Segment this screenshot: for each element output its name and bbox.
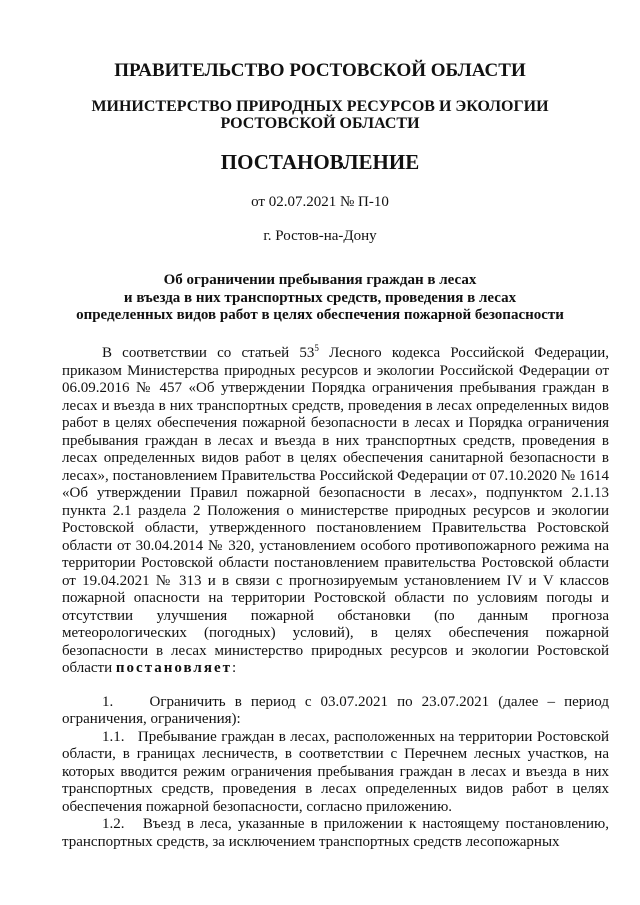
decree-word: постановляет [115, 660, 232, 676]
preamble-end: : [232, 660, 237, 676]
item-1-1: 1.1. Пребывание граждан в лесах, расположенных на территории Ростовской области, в границах лесничеств, в соответствии с Перечнем лесных участков, на которых вводится режим ограничения пребывания граждан в лесах и въезда в них транспортных средств, проведения в лесах определенных видов работ в целях обеспечения пожарной безопасности, согласно приложению. [62, 728, 609, 815]
document-body [62, 345, 609, 851]
city: г. Ростов-на-Дону [263, 228, 377, 244]
preamble-start: В соответствии со статьей 53 [102, 345, 315, 361]
preamble-text: Лесного кодекса Российской Федерации, приказом Министерства природных ресурсов и экологии Российской Федерации от 06.09.2016 № 457 «Об утверждении Порядка ограничения пребывания граждан в лесах и въезда в них транспортных средств, проведения в лесах определенных видов работ в целях обеспечения пожарной безопасности в лесах и Порядка ограничения пребывания граждан в лесах и въезда в них транспортных средств, проведения в лесах определенных видов работ в целях обеспечения санитарной безопасности в лесах», постановлением Правительства Российской Федерации от 07.10.2020 № 1614 «Об утверждении Правил пожарной безопасности в лесах», подпунктом 2.1.13 пункта 2.1 раздела 2 Положения о министерстве природных ресурсов и экологии Ростовской области, утвержденного постановлением Правительства Ростовской области от 30.04.2014 № 320, установлением особого противопожарного режима на территории Ростовской области постановлением правительства Ростовской области от 19.04.2021 № 313 и в связи с прогнозируемым установлением IV и V классов пожарной опасности на территории Ростовской области по условиям погоды и отсутствии улучшения пожарной обстановки (по данным прогноза метеорологических (погодных) условий), в целях обеспечения пожарной безопасности в лесах министерство природных ресурсов и экологии Ростовской области [62, 345, 610, 676]
document-type-title: ПОСТАНОВЛЕНИЕ [220, 150, 420, 174]
government-heading: ПРАВИТЕЛЬСТВО РОСТОВСКОЙ ОБЛАСТИ [114, 60, 526, 81]
ministry-heading [0, 98, 640, 132]
date-number: от 02.07.2021 № П-10 [251, 194, 389, 210]
article-superscript: 5 [314, 343, 319, 353]
item-1: 1. Ограничить в период с 03.07.2021 по 23.07.2021 (далее – период ограничения, ограничения): [62, 693, 609, 727]
subject-heading [0, 272, 640, 325]
subject-line-3: определенных видов работ в целях обеспечения пожарной безопасности [76, 307, 564, 323]
ministry-line-1: МИНИСТЕРСТВО ПРИРОДНЫХ РЕСУРСОВ И ЭКОЛОГИИ [91, 98, 549, 115]
item-1-2: 1.2. Въезд в леса, указанные в приложении к настоящему постановлению, транспортных средств, за исключением транспортных средств лесопожарных [62, 816, 609, 850]
subject-line-1: Об ограничении пребывания граждан в лесах [163, 272, 477, 288]
preamble-paragraph [62, 345, 609, 678]
subject-line-2: и въезда в них транспортных средств, проведения в лесах [123, 289, 517, 306]
ministry-line-2: РОСТОВСКОЙ ОБЛАСТИ [220, 115, 420, 132]
